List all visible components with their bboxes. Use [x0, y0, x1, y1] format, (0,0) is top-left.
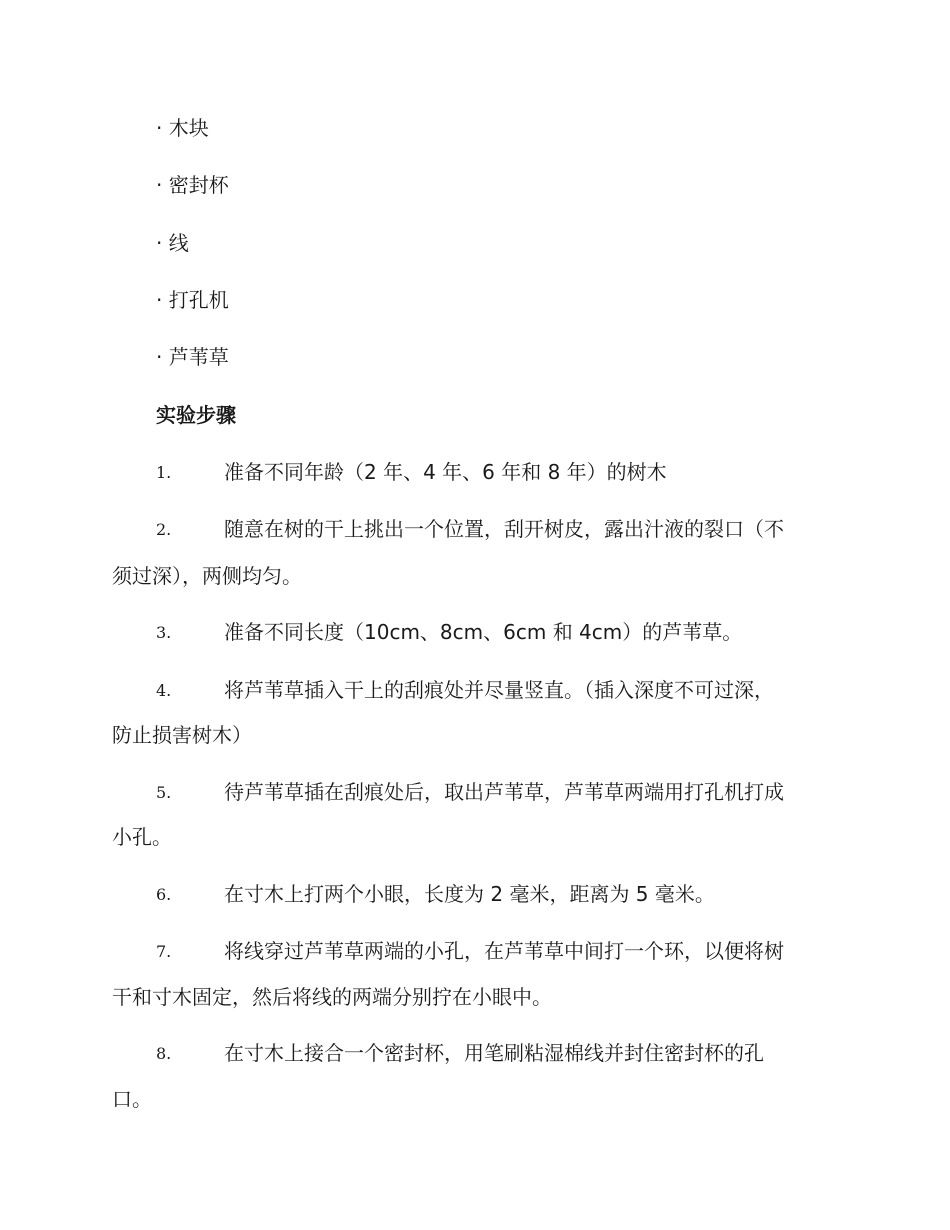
- step-number: 2.: [156, 520, 172, 539]
- material-item: · 密封杯: [156, 173, 229, 197]
- step-number: 7.: [156, 942, 172, 961]
- step-text: 将线穿过芦苇草两端的小孔，在芦苇草中间打一个环，以便将树: [224, 939, 784, 963]
- step-text: 准备不同年龄（2 年、4 年、6 年和 8 年）的树木: [224, 460, 667, 484]
- step-number: 1.: [156, 463, 172, 482]
- step-text: 准备不同长度（10cm、8cm、6cm 和 4cm）的芦苇草。: [224, 620, 743, 644]
- step-text-continued: 防止损害树木）: [112, 723, 252, 747]
- step-text-continued: 小孔。: [112, 825, 172, 849]
- step-number: 5.: [156, 783, 172, 802]
- section-heading: 实验步骤: [156, 403, 236, 427]
- step-text-continued: 干和寸木固定，然后将线的两端分别拧在小眼中。: [112, 985, 552, 1009]
- material-item: · 线: [156, 231, 189, 255]
- step-text: 随意在树的干上挑出一个位置，刮开树皮，露出汁液的裂口（不: [224, 517, 784, 541]
- step-number: 6.: [156, 885, 172, 904]
- step-text-continued: 须过深），两侧均匀。: [112, 564, 302, 588]
- material-item: · 打孔机: [156, 288, 229, 312]
- step-number: 4.: [156, 681, 172, 700]
- step-text-continued: 口。: [112, 1087, 152, 1111]
- material-item: · 木块: [156, 116, 209, 140]
- step-text: 在寸木上接合一个密封杯，用笔刷粘湿棉线并封住密封杯的孔: [224, 1041, 764, 1065]
- step-text: 将芦苇草插入干上的刮痕处并尽量竖直。（插入深度不可过深，: [224, 678, 774, 702]
- step-text: 待芦苇草插在刮痕处后，取出芦苇草，芦苇草两端用打孔机打成: [224, 780, 784, 804]
- step-number: 3.: [156, 623, 172, 642]
- step-number: 8.: [156, 1044, 172, 1063]
- material-item: · 芦苇草: [156, 345, 229, 369]
- step-text: 在寸木上打两个小眼，长度为 2 毫米，距离为 5 毫米。: [224, 882, 715, 906]
